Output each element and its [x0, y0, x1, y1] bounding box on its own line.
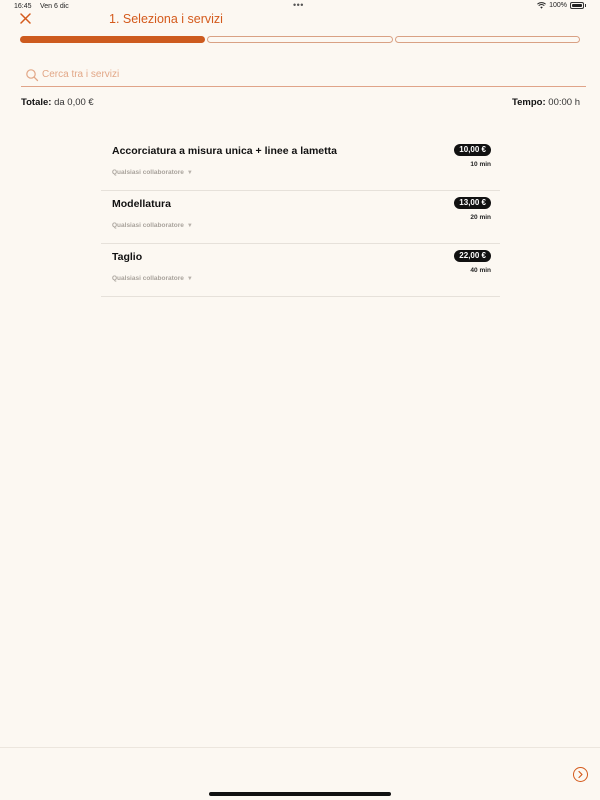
- step-2-indicator: [207, 36, 392, 43]
- price-badge: 10,00 €: [454, 144, 491, 156]
- total-label: Totale:: [21, 97, 52, 108]
- chevron-right-icon: [574, 768, 587, 781]
- service-duration: 20 min: [470, 214, 491, 221]
- service-duration: 40 min: [470, 267, 491, 274]
- time-summary: [512, 97, 580, 108]
- time-label: Tempo:: [512, 97, 546, 108]
- collaborator-label: Qualsiasi collaboratore: [112, 275, 184, 282]
- total-summary: [21, 97, 94, 108]
- home-indicator[interactable]: [209, 792, 391, 796]
- progress-steps: [20, 36, 580, 44]
- service-name: Taglio: [112, 251, 143, 263]
- price-badge: 22,00 €: [454, 250, 491, 262]
- battery-percent: 100%: [549, 2, 567, 9]
- close-button[interactable]: [17, 11, 33, 27]
- service-name: Accorciatura a misura unica + linee a lametta: [112, 145, 337, 157]
- service-list: [101, 138, 500, 297]
- status-right: [537, 2, 586, 9]
- search-input[interactable]: [42, 69, 542, 80]
- collaborator-label: Qualsiasi collaboratore: [112, 169, 184, 176]
- chevron-down-icon: ▼: [186, 275, 193, 282]
- chevron-down-icon: ▼: [186, 169, 193, 176]
- close-icon: [20, 13, 31, 24]
- totals-row: [21, 97, 580, 108]
- service-item[interactable]: [101, 191, 500, 244]
- status-date: Ven 6 dic: [40, 3, 69, 10]
- service-item[interactable]: [101, 138, 500, 191]
- time-value: 00:00 h: [548, 97, 580, 108]
- search-bar: [21, 63, 586, 87]
- chevron-down-icon: ▼: [186, 222, 193, 229]
- battery-icon: [570, 2, 584, 9]
- collaborator-select[interactable]: [112, 169, 193, 176]
- wifi-icon: [537, 2, 546, 9]
- service-duration: 10 min: [470, 161, 491, 168]
- step-3-indicator: [395, 36, 580, 43]
- service-name: Modellatura: [112, 198, 171, 210]
- status-bar: [0, 0, 600, 14]
- page-title: 1. Seleziona i servizi: [109, 12, 223, 26]
- step-1-indicator: [20, 36, 205, 43]
- total-value: da 0,00 €: [54, 97, 94, 108]
- price-badge: 13,00 €: [454, 197, 491, 209]
- collaborator-select[interactable]: [112, 275, 193, 282]
- search-icon: [25, 68, 39, 82]
- service-item[interactable]: [101, 244, 500, 297]
- bottom-divider: [0, 747, 600, 748]
- collaborator-select[interactable]: [112, 222, 193, 229]
- next-button[interactable]: [573, 767, 588, 782]
- collaborator-label: Qualsiasi collaboratore: [112, 222, 184, 229]
- multitasking-dots-icon[interactable]: •••: [293, 0, 304, 10]
- status-time: 16:45: [14, 3, 32, 10]
